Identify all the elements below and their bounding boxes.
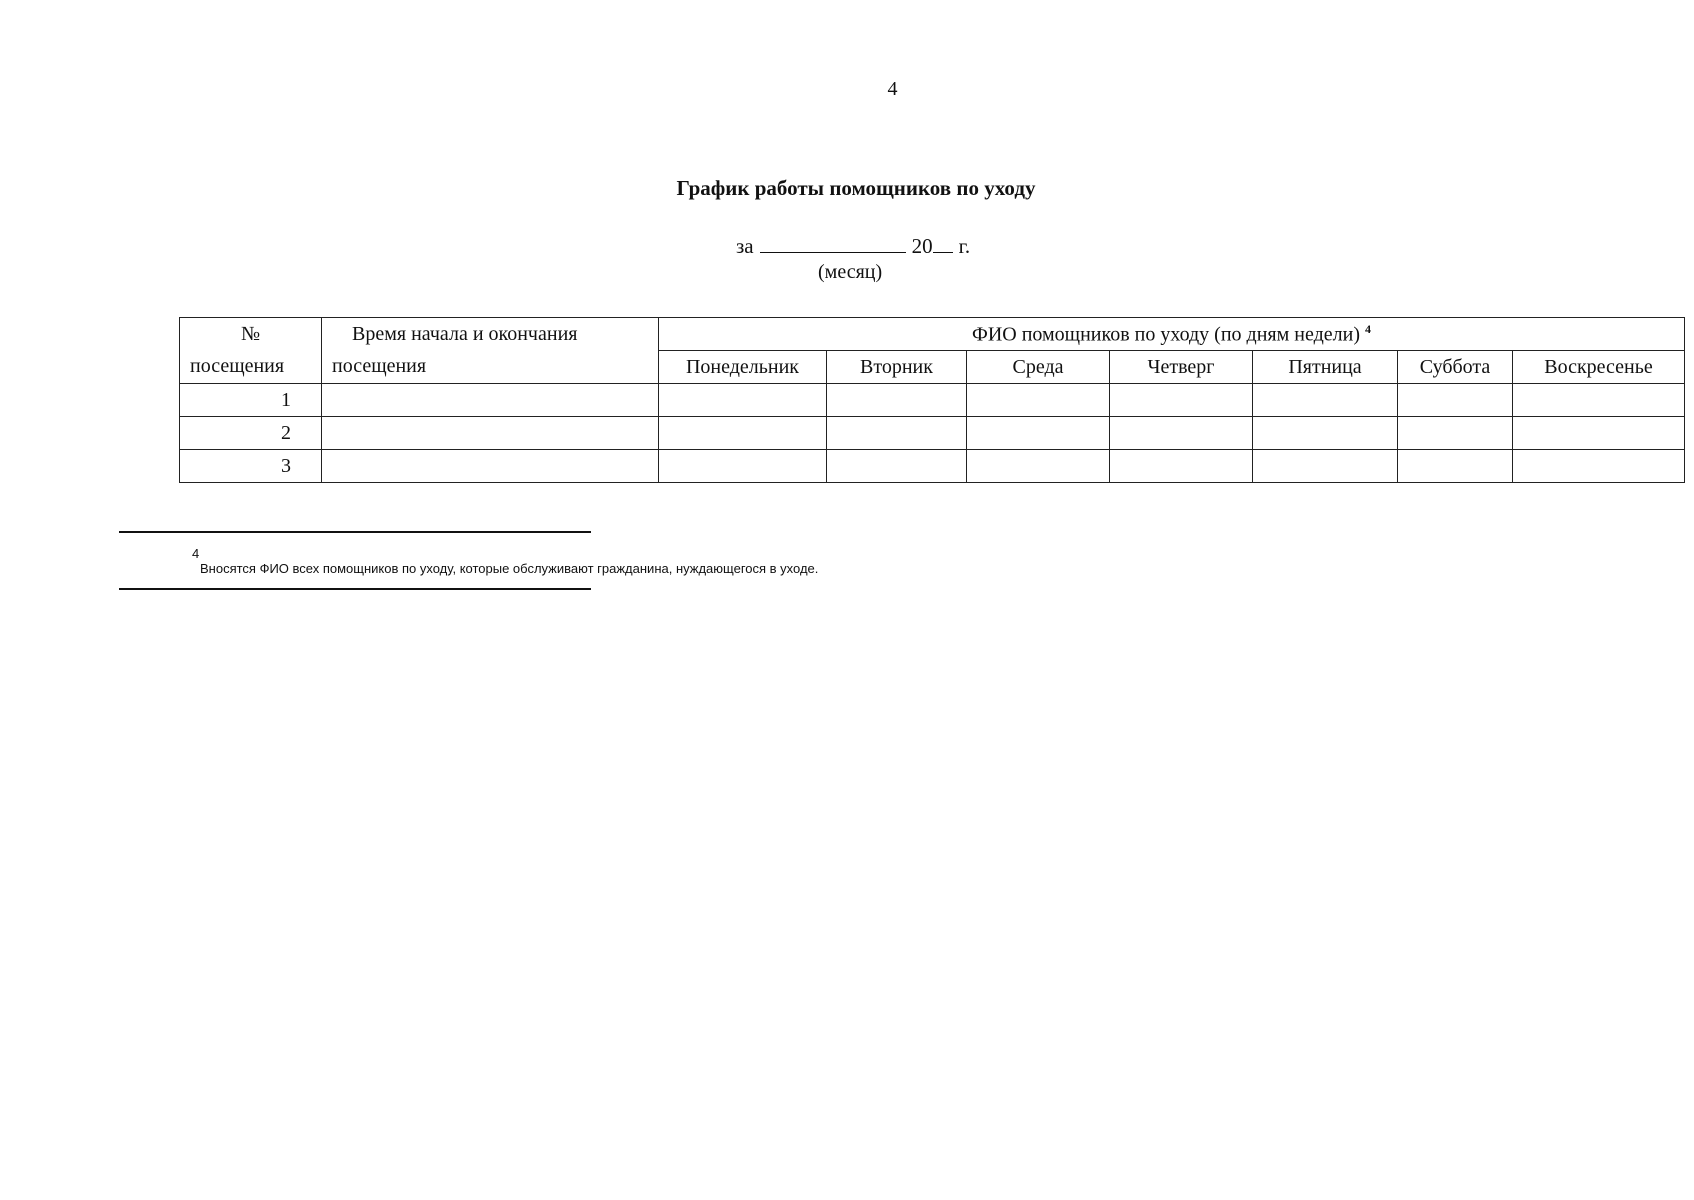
footnote-divider-top (119, 531, 591, 533)
header-assistants-fio (659, 318, 1685, 351)
day-cell (659, 450, 827, 483)
schedule-table (179, 317, 1685, 483)
row-number: 3 (180, 450, 322, 483)
day-cell (659, 417, 827, 450)
day-cell (827, 450, 967, 483)
day-cell (659, 384, 827, 417)
day-cell (1513, 384, 1685, 417)
month-blank (760, 234, 906, 253)
day-saturday: Суббота (1398, 351, 1513, 384)
day-cell (827, 384, 967, 417)
period-prefix: за (736, 234, 754, 258)
day-cell (967, 450, 1110, 483)
day-cell (1110, 417, 1253, 450)
day-monday: Понедельник (659, 351, 827, 384)
row-number: 1 (180, 384, 322, 417)
day-tuesday: Вторник (827, 351, 967, 384)
day-cell (1253, 417, 1398, 450)
row-number: 2 (180, 417, 322, 450)
header-visit-number (180, 318, 322, 384)
table-row (180, 384, 1685, 417)
day-cell (1398, 384, 1513, 417)
day-cell (1398, 450, 1513, 483)
period-suffix: г. (958, 234, 971, 258)
footnote-mark: 4 (192, 546, 200, 561)
day-cell (1110, 384, 1253, 417)
period-line (736, 234, 970, 259)
day-cell (967, 417, 1110, 450)
day-cell (967, 384, 1110, 417)
day-cell (1110, 450, 1253, 483)
day-cell (1398, 417, 1513, 450)
day-cell (1253, 384, 1398, 417)
table-row (180, 450, 1685, 483)
day-thursday: Четверг (1110, 351, 1253, 384)
table-row (180, 417, 1685, 450)
header-time-line2: посещения (332, 355, 427, 377)
footnote-reference: 4 (1364, 321, 1371, 336)
day-wednesday: Среда (967, 351, 1110, 384)
header-fio-label: ФИО помощников по уходу (по дням недели) (972, 323, 1360, 346)
footnote-text: Вносятся ФИО всех помощников по уходу, которые обслуживают гражданина, нуждающегося в уходе. (200, 561, 819, 576)
number-sign: № (240, 323, 261, 345)
year-blank (933, 234, 953, 253)
visit-time-cell (322, 450, 659, 483)
day-cell (827, 417, 967, 450)
year-prefix: 20 (911, 234, 933, 258)
header-visit-time (322, 318, 659, 384)
day-cell (1253, 450, 1398, 483)
footnote-divider-bottom (119, 588, 591, 590)
month-hint: (месяц) (818, 261, 883, 283)
visit-time-cell (322, 384, 659, 417)
day-cell (1513, 450, 1685, 483)
visit-word: посещения (190, 355, 285, 377)
header-time-line1: Время начала и окончания (352, 323, 578, 345)
visit-time-cell (322, 417, 659, 450)
document-title: График работы помощников по уходу (676, 176, 1036, 200)
day-cell (1513, 417, 1685, 450)
table-header-row (180, 318, 1685, 351)
day-friday: Пятница (1253, 351, 1398, 384)
day-sunday: Воскресенье (1513, 351, 1685, 384)
page-number: 4 (887, 78, 898, 100)
